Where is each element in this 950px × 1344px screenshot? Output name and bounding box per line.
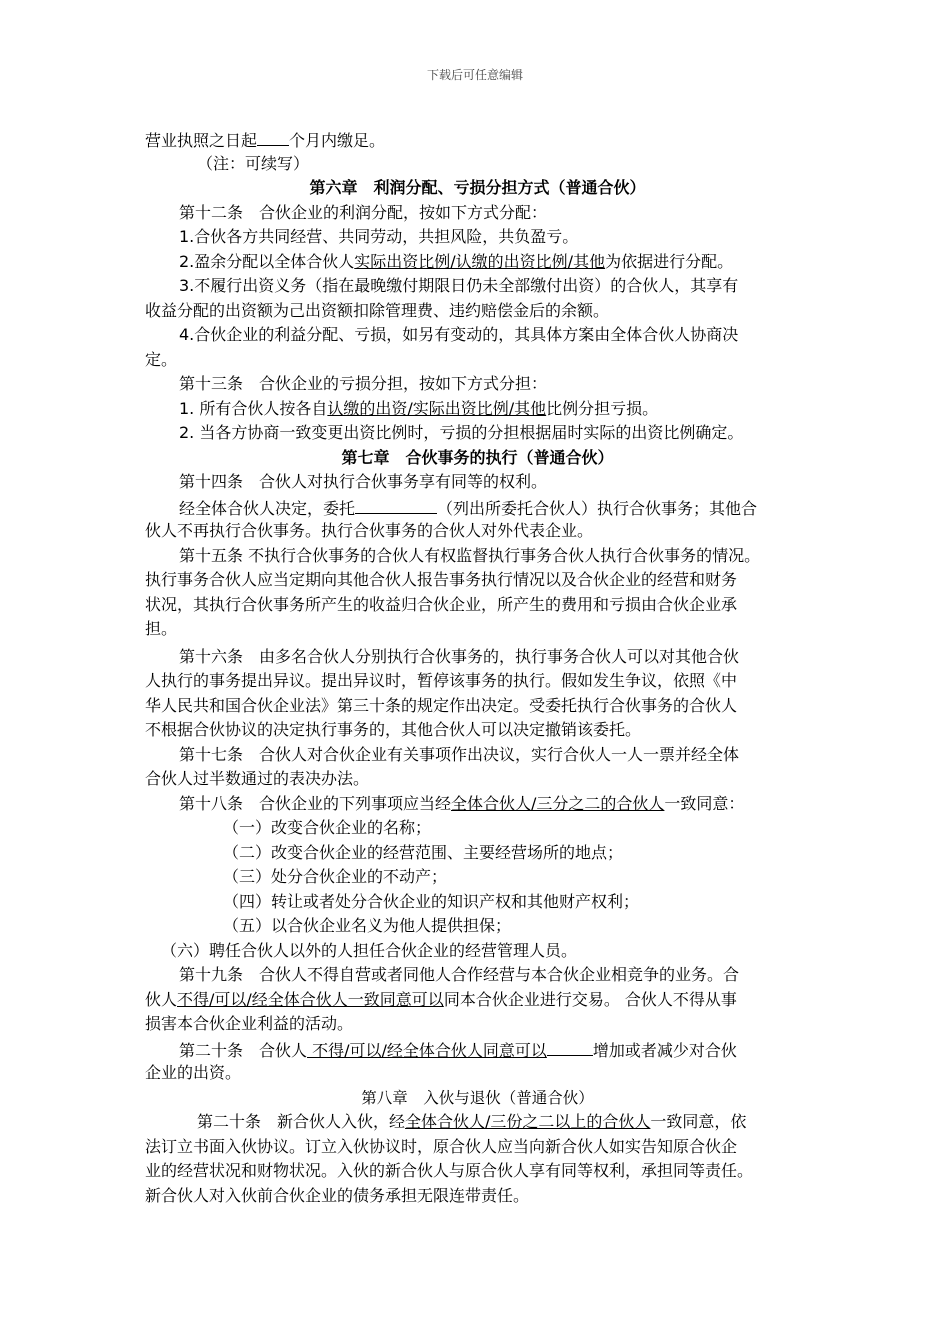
article-14: 第十四条 合伙人对执行合伙事务享有同等的权利。 xyxy=(179,472,548,491)
text-span: 经全体合伙人决定，委托 xyxy=(179,498,356,518)
article-14-para-2-cont: 伙人不再执行合伙事务。执行合伙事务的合伙人对外代表企业。 xyxy=(145,521,594,540)
blank-underline xyxy=(257,127,289,146)
article-18-item-4: （四）转让或者处分合伙企业的知识产权和其他财产权利； xyxy=(223,891,640,911)
article-15-cont: 状况，其执行合伙事务所产生的收益归合伙企业，所产生的费用和亏损由合伙企业承 xyxy=(145,594,738,614)
article-19-cont: 损害本合伙企业利益的活动。 xyxy=(145,1014,354,1033)
article-12-item-4: 4.合伙企业的利益分配、亏损，如另有变动的，其具体方案由全体合伙人协商决 xyxy=(179,325,739,344)
article-14-para-2 xyxy=(145,495,810,520)
underlined-option: 实际出资比例/认缴的出资比例/其他 xyxy=(354,251,606,271)
note-line: （注：可续写） xyxy=(197,153,310,173)
article-20b-cont: 业的经营状况和财物状况。入伙的新合伙人与原合伙人享有同等权利，承担同等责任。 xyxy=(145,1161,754,1180)
chapter-8-heading: 第八章 入伙与退伙（普通合伙） xyxy=(361,1088,594,1107)
text-span: 2.盈余分配以全体合伙人 xyxy=(179,251,355,271)
article-12-item-2 xyxy=(145,250,810,275)
text-span: 个月内缴足。 xyxy=(289,131,386,150)
text-span: 为依据进行分配。 xyxy=(605,251,734,271)
underlined-option: 全体合伙人/三分之二的合伙人 xyxy=(451,793,665,813)
text-span: 1. 所有合伙人按各自 xyxy=(179,398,328,418)
article-12: 第十二条 合伙企业的利润分配，按如下方式分配： xyxy=(179,202,548,222)
article-16: 第十六条 由多名合伙人分别执行合伙事务的，执行事务合伙人可以对其他合伙 xyxy=(179,646,740,666)
article-13-item-1 xyxy=(145,397,810,422)
article-20b-cont: 新合伙人对入伙前合伙企业的债务承担无限连带责任。 xyxy=(145,1185,530,1205)
article-18-item-5: （五）以合伙企业名义为他人提供担保； xyxy=(223,916,512,935)
article-20-cont: 企业的出资。 xyxy=(145,1063,242,1082)
article-20b-cont: 法订立书面入伙协议。订立入伙协议时，原合伙人应当向新合伙人如实告知原合伙企 xyxy=(145,1136,738,1156)
article-15-cont: 担。 xyxy=(145,619,178,638)
text-span: 同本合伙企业进行交易。 合伙人不得从事 xyxy=(443,989,737,1009)
article-15: 第十五条 不执行合伙事务的合伙人有权监督执行事务合伙人执行合伙事务的情况。 xyxy=(179,545,761,565)
text-span: 营业执照之日起 xyxy=(145,131,258,150)
text-span: （列出所委托合伙人）执行合伙事务；其他合 xyxy=(437,498,758,518)
chapter-6-heading: 第六章 利润分配、亏损分担方式（普通合伙） xyxy=(309,178,646,197)
article-18 xyxy=(145,792,810,817)
underlined-option: 认缴的出资/实际出资比例/其他 xyxy=(327,398,547,418)
article-18-item-2: （二）改变合伙企业的经营范围、主要经营场所的地点； xyxy=(223,842,624,862)
underlined-option: 不得/可以/经全体合伙人同意可以 xyxy=(307,1040,547,1060)
article-18-item-3: （三）处分合伙企业的不动产； xyxy=(223,867,448,886)
article-12-item-4-cont: 定。 xyxy=(145,349,178,369)
text-span: 增加或者减少对合伙 xyxy=(592,1040,737,1060)
text-span: 伙人 xyxy=(145,989,178,1009)
article-12-item-1: 1.合伙各方共同经营、共同劳动，共担风险，共负盈亏。 xyxy=(179,227,579,246)
article-19-cont xyxy=(145,988,810,1013)
article-13: 第十三条 合伙企业的亏损分担，按如下方式分担： xyxy=(179,374,548,393)
underlined-option: 不得/可以/经全体合伙人一致同意可以 xyxy=(177,989,444,1009)
document-body xyxy=(145,127,810,1208)
blank-underline xyxy=(355,495,437,514)
chapter-7-heading: 第七章 合伙事务的执行（普通合伙） xyxy=(341,447,614,467)
text-line xyxy=(145,127,810,152)
page-header: 下载后可任意编辑 xyxy=(426,68,523,82)
text-span: 第十八条 合伙企业的下列事项应当经 xyxy=(179,793,452,813)
article-19: 第十九条 合伙人不得自营或者同他人合作经营与本合伙企业相竞争的业务。合 xyxy=(179,965,740,984)
article-20 xyxy=(145,1037,810,1062)
underlined-option: 全体合伙人/三份之二以上的合伙人 xyxy=(405,1112,651,1131)
text-span: 一致同意： xyxy=(664,793,745,813)
article-16-cont: 人执行的事务提出异议。提出异议时，暂停该事务的执行。假如发生争议，依照《中 xyxy=(145,671,738,690)
text-span: 一致同意，依 xyxy=(650,1112,747,1131)
article-13-item-2: 2. 当各方协商一致变更出资比例时，亏损的分担根据届时实际的出资比例确定。 xyxy=(179,423,744,442)
text-span: 比例分担亏损。 xyxy=(546,398,659,418)
text-span: 第二十条 新合伙人入伙，经 xyxy=(197,1112,406,1131)
article-12-item-3: 3.不履行出资义务（指在最晚缴付期限日仍未全部缴付出资）的合伙人，其享有 xyxy=(179,276,739,295)
article-20b xyxy=(145,1110,810,1135)
article-18-item-6: （六）聘任合伙人以外的人担任合伙企业的经营管理人员。 xyxy=(161,940,578,960)
article-17-cont: 合伙人过半数通过的表决办法。 xyxy=(145,769,370,788)
article-16-cont: 华人民共和国合伙企业法》第三十条的规定作出决定。受委托执行合伙事务的合伙人 xyxy=(145,695,738,715)
article-18-item-1: （一）改变合伙企业的名称； xyxy=(223,818,432,837)
article-12-item-3-cont: 收益分配的出资额为己出资额扣除管理费、违约赔偿金后的余额。 xyxy=(145,300,610,320)
article-16-cont: 不根据合伙协议的决定执行事务的，其他合伙人可以决定撤销该委托。 xyxy=(145,720,642,739)
article-15-cont: 执行事务合伙人应当定期向其他合伙人报告事务执行情况以及合伙企业的经营和财务 xyxy=(145,570,738,589)
article-17: 第十七条 合伙人对合伙企业有关事项作出决议，实行合伙人一人一票并经全体 xyxy=(179,744,740,764)
blank-underline xyxy=(547,1037,593,1056)
text-span: 第二十条 合伙人 xyxy=(179,1040,308,1060)
